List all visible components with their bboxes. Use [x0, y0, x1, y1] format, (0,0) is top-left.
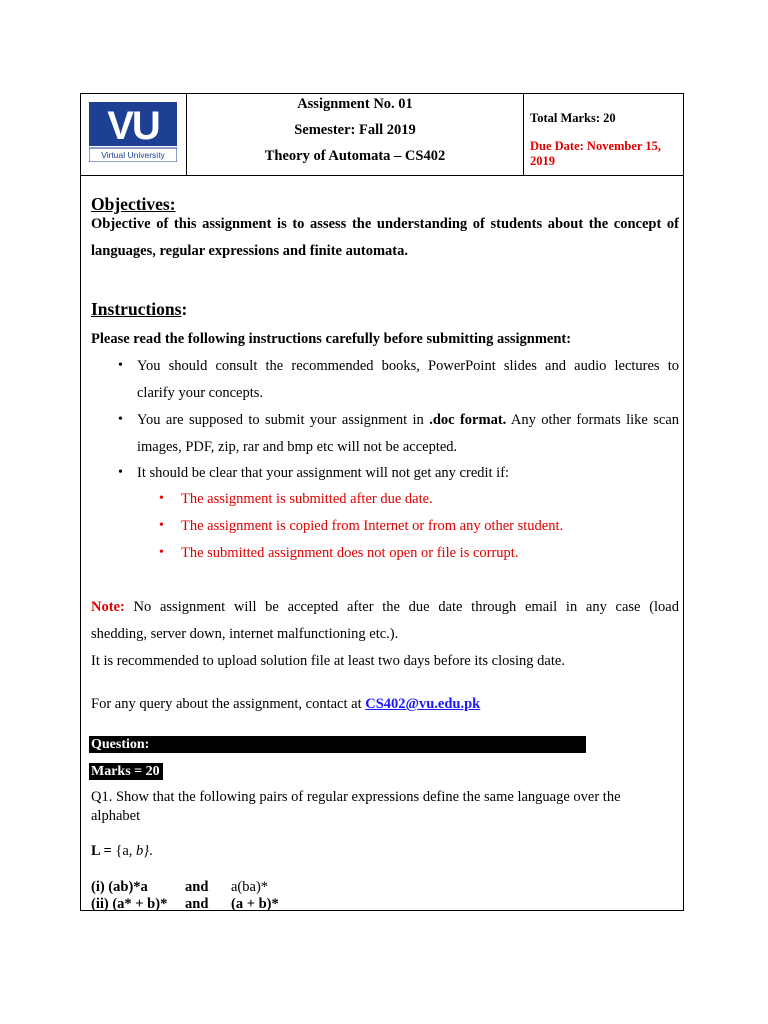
note-line-2: shedding, server down, internet malfunctioning etc.). — [91, 626, 399, 642]
objectives-line-2: languages, regular expressions and finite automata. — [91, 243, 409, 259]
sub-item-2: The assignment is copied from Internet or from any other student. — [181, 518, 564, 534]
question-bar: Question: — [89, 736, 586, 753]
instruction-item-1-line-2: clarify your concepts. — [137, 385, 264, 401]
instruction-item-2-line-2: images, PDF, zip, rar and bmp etc will not be accepted. — [137, 439, 458, 455]
pair-1-left: (i) (ab)*a — [91, 879, 148, 895]
logo-cell — [81, 94, 187, 175]
semester: Semester: Fall 2019 — [294, 122, 416, 138]
bullet-icon: • — [118, 412, 123, 427]
instruction-item-1-line-1: You should consult the recommended books, PowerPoint slides and audio lectures to — [137, 358, 679, 374]
instructions-heading: Instructions: — [91, 299, 188, 319]
objectives-heading: Objectives: — [91, 194, 176, 214]
q1-line-2: alphabet — [91, 808, 141, 824]
pair-2-right: (a + b)* — [231, 896, 279, 912]
bullet-icon: • — [118, 358, 123, 373]
due-date: Due Date: November 15, 2019 — [530, 139, 661, 168]
logo-subtitle: Virtual University — [101, 150, 165, 160]
pair-2-and: and — [185, 896, 209, 912]
query-line: For any query about the assignment, contact at CS402@vu.edu.pk — [91, 696, 481, 712]
vu-logo-icon — [89, 102, 177, 162]
instruction-item-2-line-1: You are supposed to submit your assignment in .doc format. Any other formats like scan — [137, 412, 680, 428]
pair-2-left: (ii) (a* + b)* — [91, 896, 168, 912]
marks-cell — [524, 94, 683, 175]
bullet-icon: • — [118, 465, 123, 480]
header-row — [81, 94, 683, 176]
bullet-icon: • — [159, 518, 164, 533]
instruction-item-3: It should be clear that your assignment will not get any credit if: — [137, 465, 510, 481]
logo-text: VU — [107, 104, 159, 148]
assignment-frame — [80, 93, 684, 911]
pair-1-and: and — [185, 879, 209, 895]
vu-logo — [89, 102, 177, 162]
assignment-number: Assignment No. 01 — [297, 96, 413, 112]
instructions-intro: Please read the following instructions carefully before submitting assignment: — [91, 331, 572, 347]
pair-1-right: a(ba)* — [231, 879, 269, 895]
bullet-icon: • — [159, 545, 164, 560]
objectives-line-1: Objective of this assignment is to assess the understanding of students about the concept of — [91, 216, 679, 232]
sub-item-3: The submitted assignment does not open or file is corrupt. — [181, 545, 519, 561]
note-line-3: It is recommended to upload solution file at least two days before its closing date. — [91, 653, 565, 669]
alphabet-line: L = {a, b}. — [91, 843, 153, 859]
note-line-1: Note: No assignment will be accepted after the due date through email in any case (load — [91, 599, 679, 615]
title-cell — [187, 94, 524, 175]
bullet-icon: • — [159, 491, 164, 506]
total-marks: Total Marks: 20 — [530, 111, 616, 125]
email-link[interactable]: CS402@vu.edu.pk — [365, 696, 481, 712]
sub-item-1: The assignment is submitted after due date. — [181, 491, 433, 507]
q1-line-1: Q1. Show that the following pairs of regular expressions define the same language over the — [91, 789, 621, 805]
marks-bar: Marks = 20 — [89, 763, 163, 780]
course-title: Theory of Automata – CS402 — [264, 148, 446, 164]
